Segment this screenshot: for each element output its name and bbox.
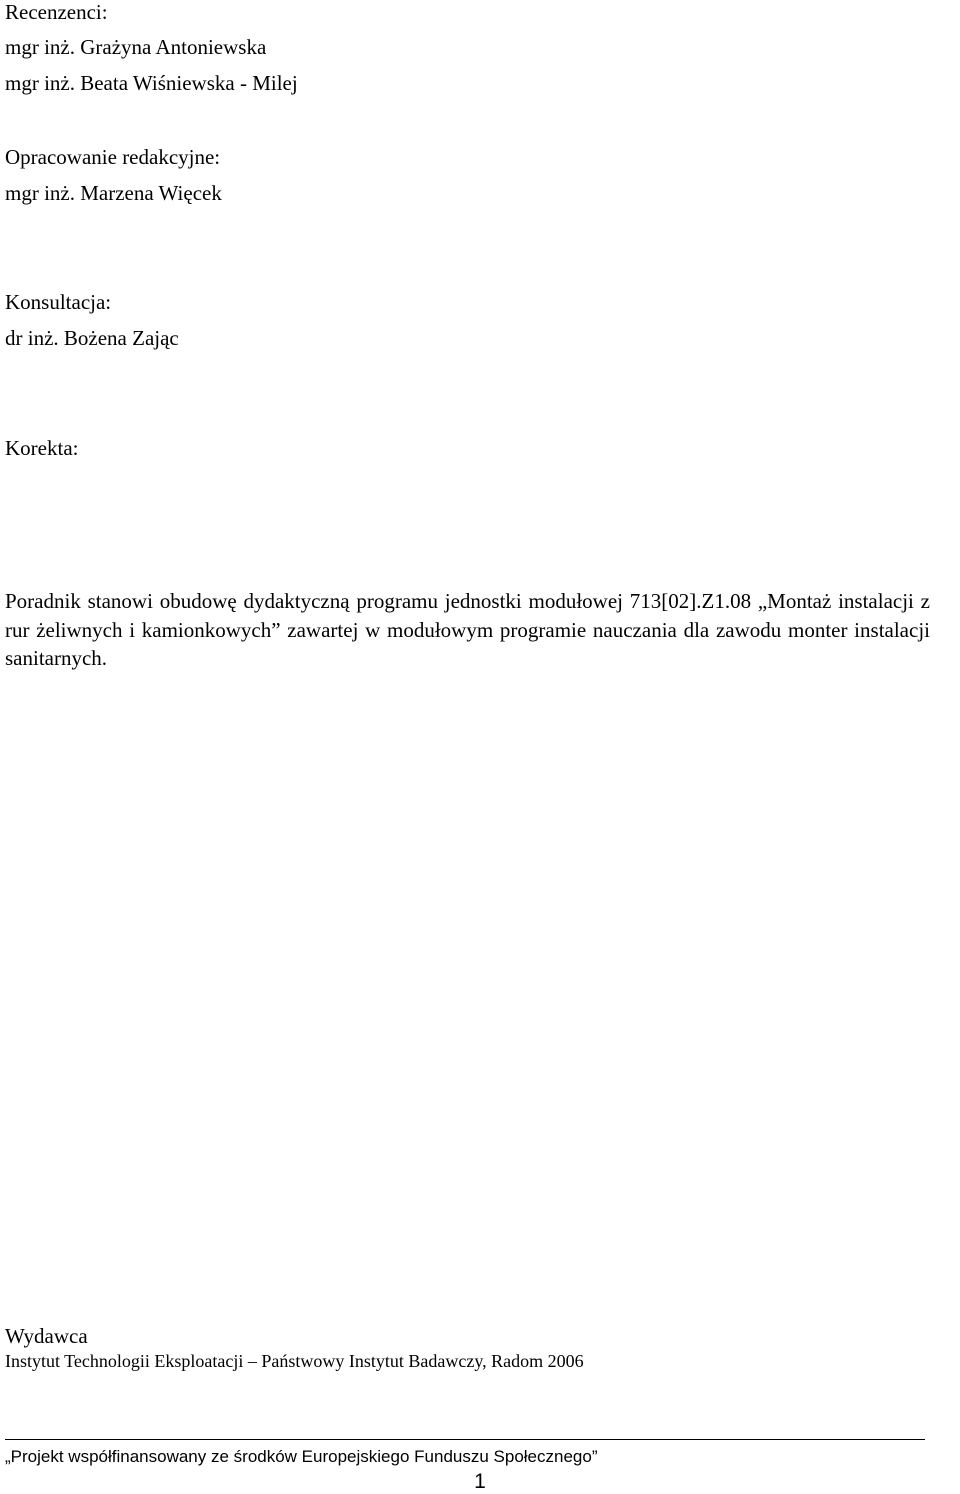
consultation-heading: Konsultacja: <box>5 290 112 314</box>
reviewer-name-1: mgr inż. Grażyna Antoniewska <box>5 35 267 59</box>
description-paragraph: Poradnik stanowi obudowę dydaktyczną programu jednostki modułowej 713[02].Z1.08 „Montaż instalacji z rur żeliwnych i kamionkowych” zawartej w modułowym programie nauczania dla zawodu monter instalacji sanitarnych. <box>5 589 930 670</box>
proofreading-heading: Korekta: <box>5 436 79 460</box>
publisher-heading: Wydawca <box>5 1324 88 1348</box>
editing-heading: Opracowanie redakcyjne: <box>5 145 221 169</box>
reviewers-heading: Recenzenci: <box>5 0 108 24</box>
reviewer-name-2: mgr inż. Beata Wiśniewska - Milej <box>5 71 298 95</box>
page-number: 1 <box>474 1470 486 1493</box>
footer-divider <box>5 1439 925 1440</box>
publisher-details: Instytut Technologii Eksploatacji – Państwowy Instytut Badawczy, Radom 2006 <box>5 1351 584 1371</box>
footer-text: „Projekt współfinansowany ze środków Europejskiego Funduszu Społecznego” <box>5 1447 598 1466</box>
editing-name: mgr inż. Marzena Więcek <box>5 181 222 205</box>
consultation-name: dr inż. Bożena Zając <box>5 326 179 350</box>
